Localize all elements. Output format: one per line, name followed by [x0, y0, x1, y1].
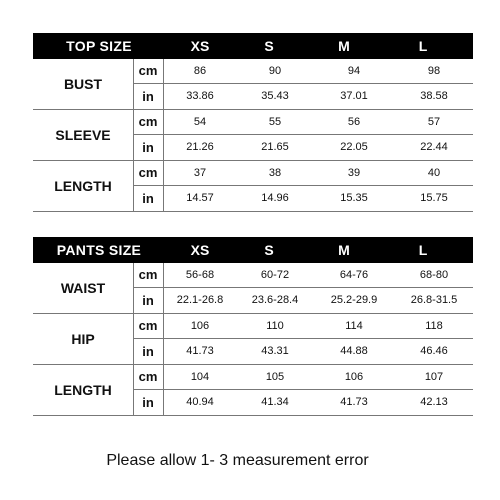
table-cell: 41.73 — [340, 396, 368, 408]
table-row — [133, 314, 473, 339]
unit-cm: cm — [138, 369, 158, 384]
table-cell: 38 — [268, 167, 282, 179]
measurement-error-note: Please allow 1- 3 measurement error — [106, 452, 369, 469]
table-row — [133, 110, 473, 135]
table-cell: 15.75 — [420, 192, 448, 204]
table-cell: 35.43 — [261, 90, 289, 102]
table-cell: 90 — [268, 65, 282, 77]
top-size-chart — [33, 33, 473, 212]
unit-in: in — [142, 140, 154, 155]
unit-in: in — [142, 191, 154, 206]
table-row — [133, 135, 473, 160]
table-cell: 21.26 — [186, 141, 214, 153]
size-s-header: S — [264, 242, 274, 258]
table-cell: 110 — [266, 320, 284, 332]
table-cell: 68-80 — [419, 269, 449, 281]
table-row — [133, 365, 473, 390]
table-cell: 56 — [347, 116, 361, 128]
size-l-header: L — [418, 242, 428, 258]
size-l-header: L — [418, 38, 428, 54]
table-row — [133, 263, 473, 288]
table-cell: 23.6-28.4 — [251, 294, 299, 306]
table-cell: 105 — [265, 371, 285, 383]
table-cell: 22.44 — [420, 141, 448, 153]
top-size-header — [33, 33, 473, 59]
table-cell: 98 — [427, 65, 441, 77]
table-cell: 25.2-29.9 — [330, 294, 378, 306]
unit-in: in — [142, 344, 154, 359]
top-length-group — [33, 161, 473, 212]
table-row — [133, 390, 473, 415]
table-cell: 60-72 — [260, 269, 290, 281]
table-cell: 22.1-26.8 — [176, 294, 224, 306]
unit-cm: cm — [138, 114, 158, 129]
table-cell: 14.57 — [186, 192, 214, 204]
pants-size-chart — [33, 237, 473, 416]
table-cell: 40 — [427, 167, 441, 179]
table-cell: 44.88 — [340, 345, 368, 357]
table-cell: 38.58 — [420, 90, 448, 102]
unit-cm: cm — [138, 165, 158, 180]
waist-group — [33, 263, 473, 314]
table-cell: 104 — [190, 371, 210, 383]
table-cell: 106 — [190, 320, 210, 332]
table-cell: 94 — [347, 65, 361, 77]
table-cell: 56-68 — [185, 269, 215, 281]
table-cell: 46.46 — [420, 345, 448, 357]
table-row — [133, 186, 473, 211]
waist-label: WAIST — [60, 280, 106, 296]
table-cell: 107 — [424, 371, 444, 383]
unit-cm: cm — [138, 267, 158, 282]
unit-cm: cm — [138, 63, 158, 78]
unit-in: in — [142, 395, 154, 410]
size-xs-header: XS — [190, 38, 210, 54]
table-row — [133, 84, 473, 109]
bust-label: BUST — [63, 76, 103, 92]
hip-label: HIP — [71, 331, 95, 347]
table-cell: 57 — [427, 116, 441, 128]
size-m-header: M — [338, 38, 350, 54]
table-cell: 37.01 — [340, 90, 368, 102]
table-cell: 64-76 — [339, 269, 369, 281]
table-cell: 55 — [268, 116, 282, 128]
table-cell: 114 — [345, 320, 363, 332]
pants-size-header — [33, 237, 473, 263]
table-cell: 43.31 — [261, 345, 289, 357]
pants-length-group — [33, 365, 473, 416]
length-label: LENGTH — [54, 178, 112, 194]
hip-group — [33, 314, 473, 365]
table-cell: 41.34 — [261, 396, 289, 408]
table-cell: 33.86 — [186, 90, 214, 102]
unit-cm: cm — [138, 318, 158, 333]
table-cell: 118 — [425, 320, 443, 332]
table-row — [133, 161, 473, 186]
table-cell: 26.8-31.5 — [410, 294, 458, 306]
table-cell: 39 — [347, 167, 361, 179]
pants-size-title: PANTS SIZE — [56, 242, 142, 258]
table-cell: 37 — [193, 167, 207, 179]
length-label: LENGTH — [54, 382, 112, 398]
table-row — [133, 288, 473, 313]
top-size-title: TOP SIZE — [66, 38, 132, 54]
sleeve-group — [33, 110, 473, 161]
table-cell: 42.13 — [420, 396, 448, 408]
table-row — [133, 339, 473, 364]
table-cell: 41.73 — [186, 345, 214, 357]
table-cell: 106 — [344, 371, 364, 383]
table-cell: 86 — [193, 65, 207, 77]
unit-in: in — [142, 89, 154, 104]
table-cell: 21.65 — [261, 141, 289, 153]
table-cell: 40.94 — [186, 396, 214, 408]
table-cell: 54 — [193, 116, 207, 128]
size-m-header: M — [338, 242, 350, 258]
table-cell: 14.96 — [261, 192, 289, 204]
table-row — [133, 59, 473, 84]
bust-group — [33, 59, 473, 110]
unit-in: in — [142, 293, 154, 308]
size-xs-header: XS — [190, 242, 210, 258]
size-s-header: S — [264, 38, 274, 54]
sleeve-label: SLEEVE — [55, 127, 111, 143]
table-cell: 15.35 — [340, 192, 368, 204]
table-cell: 22.05 — [340, 141, 368, 153]
